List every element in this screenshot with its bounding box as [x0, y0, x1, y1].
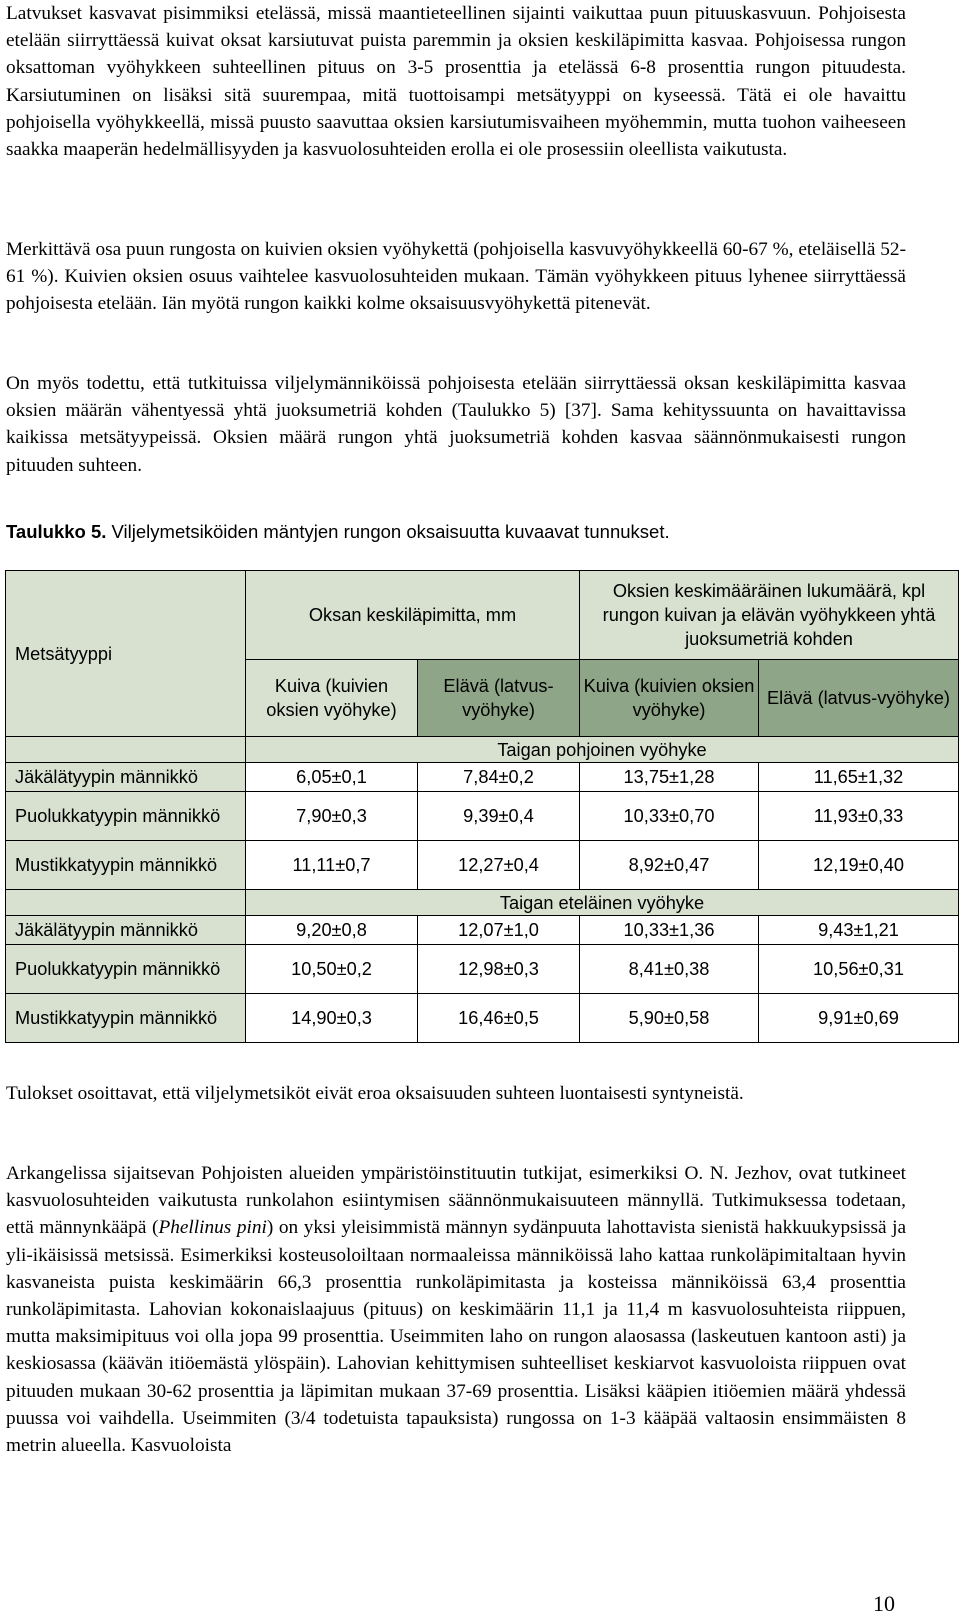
- header-diameter-dry: Kuiva (kuivien oksien vyöhyke): [246, 660, 418, 737]
- paragraph-results: Tulokset osoittavat, että viljelymetsiköt eivät eroa oksaisuuden suhteen luontaisesti syntyneistä.: [6, 1083, 744, 1104]
- table-row: [6, 994, 959, 1043]
- value-diameter-live: 12,98±0,3: [418, 945, 580, 994]
- table-row: [6, 916, 959, 945]
- value-diameter-dry: 9,20±0,8: [246, 916, 418, 945]
- table-row: [6, 792, 959, 841]
- value-count-live: 12,19±0,40: [759, 841, 959, 890]
- table-caption-text: Viljelymetsiköiden mäntyjen rungon oksaisuutta kuvaavat tunnukset.: [106, 521, 670, 542]
- forest-type-label: Mustikkatyypin männikkö: [6, 994, 246, 1043]
- value-count-dry: 5,90±0,58: [580, 994, 759, 1043]
- forest-type-label: Jäkälätyypin männikkö: [6, 763, 246, 792]
- table-row: [6, 763, 959, 792]
- paragraph-decay: [6, 1160, 906, 1459]
- value-count-dry: 8,41±0,38: [580, 945, 759, 994]
- value-diameter-dry: 6,05±0,1: [246, 763, 418, 792]
- value-diameter-live: 9,39±0,4: [418, 792, 580, 841]
- value-count-dry: 10,33±0,70: [580, 792, 759, 841]
- value-diameter-live: 12,07±1,0: [418, 916, 580, 945]
- value-count-dry: 8,92±0,47: [580, 841, 759, 890]
- zone-header-row: [6, 737, 959, 763]
- value-diameter-dry: 14,90±0,3: [246, 994, 418, 1043]
- table-row: [6, 945, 959, 994]
- header-forest-type: Metsätyyppi: [6, 571, 246, 737]
- header-branch-count: Oksien keskimääräinen lukumäärä, kpl rungon kuivan ja elävän vyöhykkeen yhtä juoksumetriä kohden: [580, 571, 959, 660]
- paragraph-decay-text-1: Arkangelissa sijaitsevan Pohjoisten alueiden ympäristöinstituutin tutkijat, esimerkiksi O. N. Jezhov, ovat tutkineet kasvuolosuhteiden vaikutusta runkolahon esiintymisen säännönmukaisuuteen männyllä. Tutkimuksessa todetaan, että männynkääpä (: [6, 1163, 906, 1239]
- value-count-live: 11,93±0,33: [759, 792, 959, 841]
- zone-label-spacer: [6, 890, 246, 916]
- table-header-row-1: [6, 571, 959, 660]
- value-diameter-dry: 11,11±0,7: [246, 841, 418, 890]
- forest-type-label: Puolukkatyypin männikkö: [6, 945, 246, 994]
- header-count-live: Elävä (latvus-vyöhyke): [759, 660, 959, 737]
- paragraph-dry-zone: Merkittävä osa puun rungosta on kuivien oksien vyöhykettä (pohjoisella kasvuvyöhykkeellä 60-67 %, eteläisellä 52-61 %). Kuivien oksien osuus vaihtelee kasvuolosuhteiden mukaan. Tämän vyöhykkeen pituus lyhenee siirryttäessä pohjoisesta etelään. Iän myötä rungon kaikki kolme oksaisuusvyöhykettä pitenevät.: [6, 239, 906, 315]
- zone-header-row: [6, 890, 959, 916]
- header-branch-diameter: Oksan keskiläpimitta, mm: [246, 571, 580, 660]
- value-diameter-live: 16,46±0,5: [418, 994, 580, 1043]
- value-count-live: 9,91±0,69: [759, 994, 959, 1043]
- value-diameter-dry: 10,50±0,2: [246, 945, 418, 994]
- paragraph-branches: Latvukset kasvavat pisimmiksi etelässä, missä maantieteellinen sijainti vaikuttaa puun pituuskasvuun. Pohjoisesta etelään siirryttäessä kuivat oksat karsiutuvat puista paremmin ja oksien keskiläpimitta kasvaa. Pohjoisessa rungon oksattoman vyöhykkeen suhteellinen pituus on 3-5 prosenttia ja etelässä 6-8 prosenttia rungon pituudesta. Karsiutuminen on lisäksi sitä suurempaa, mitä tuottoisampi metsätyyppi on kyseessä. Tätä ei ole havaittu pohjoisella vyöhykkeellä, missä puusto saavuttaa oksien karsiutumisvaiheen myöhemmin, mutta tuohon vaiheeseen saakka maaperän hedelmällisyyden ja kasvuolosuhteiden erolla ei ole prosessiin oleellista vaikutusta.: [6, 3, 906, 161]
- table-row: [6, 841, 959, 890]
- forest-type-label: Mustikkatyypin männikkö: [6, 841, 246, 890]
- value-count-dry: 13,75±1,28: [580, 763, 759, 792]
- zone-name: Taigan pohjoinen vyöhyke: [246, 737, 959, 763]
- value-diameter-live: 7,84±0,2: [418, 763, 580, 792]
- page-number: 10: [873, 1591, 895, 1616]
- zone-label-spacer: [6, 737, 246, 763]
- table-caption-label: Taulukko 5.: [6, 521, 107, 542]
- value-diameter-live: 12,27±0,4: [418, 841, 580, 890]
- forest-type-label: Puolukkatyypin männikkö: [6, 792, 246, 841]
- forest-type-label: Jäkälätyypin männikkö: [6, 916, 246, 945]
- table-caption: [6, 520, 906, 544]
- species-name: Phellinus pini: [158, 1217, 267, 1239]
- zone-name: Taigan eteläinen vyöhyke: [246, 890, 959, 916]
- paragraph-decay-text-2: ) on yksi yleisimmistä männyn sydänpuuta lahottavista sienistä hakkuukypsissä ja yli-ikäisissä metsissä. Esimerkiksi kosteusoloiltaan normaaleissa männiköissä laho kattaa runkoläpimitaltaan hyvin kasvaneista puista keskimäärin 66,3 prosenttia runkoläpimitasta ja kosteissa männiköissä 63,4 prosenttia runkoläpimitasta. Lahovian kokonaislaajuus (pituus) on keskimäärin 11,1 ja 11,4 m kasvuolosuhteista riippuen, mutta maksimipituus voi olla jopa 99 prosenttia. Useimmiten laho on rungon alaosassa (laskeutuen kantoon asti) ja keskiosassa (käävän itiöemästä ylöspäin). Lahovian kehittymisen suhteelliset keskiarvot kasvuoloista riippuen ovat pituuden mukaan 30-62 prosenttia ja läpimitan mukaan 37-69 prosenttia. Lisäksi kääpien itiöemien määrä yhdessä puussa voi vaihdella. Useimmiten (3/4 todetuista tapauksista) rungossa on 1-3 kääpää valtaosin ensimmäisten 8 metrin alueella. Kasvuoloista: [6, 1217, 907, 1457]
- value-count-live: 9,43±1,21: [759, 916, 959, 945]
- value-diameter-dry: 7,90±0,3: [246, 792, 418, 841]
- value-count-live: 10,56±0,31: [759, 945, 959, 994]
- value-count-live: 11,65±1,32: [759, 763, 959, 792]
- header-diameter-live: Elävä (latvus-vyöhyke): [418, 660, 580, 737]
- header-count-dry: Kuiva (kuivien oksien vyöhyke): [580, 660, 759, 737]
- value-count-dry: 10,33±1,36: [580, 916, 759, 945]
- paragraph-diameter: On myös todettu, että tutkituissa viljelymänniköissä pohjoisesta etelään siirryttäessä oksan keskiläpimitta kasvaa oksien määrän vähentyessä yhtä juoksumetriä kohden (Taulukko 5) [37]. Sama kehityssuunta on havaittavissa kaikissa metsätyypeissä. Oksien määrä rungon yhtä juoksumetriä kohden kasvaa säännönmukaisesti rungon pituuden suhteen.: [6, 373, 906, 476]
- branchiness-table: [5, 570, 959, 1043]
